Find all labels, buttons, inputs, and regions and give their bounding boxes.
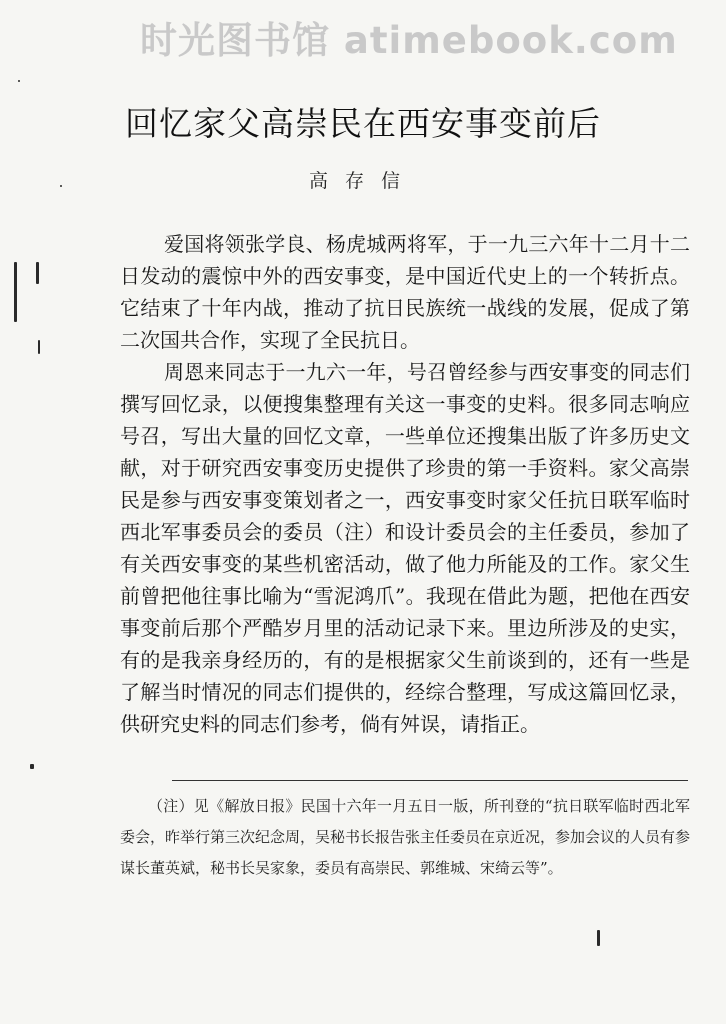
watermark: 时光图书馆 atimebook.com [140,19,678,62]
scan-mark [14,262,17,322]
author-name: 高存信 [308,170,417,192]
paragraph: 爱国将领张学良、杨虎城两将军，于一九三六年十二月十二日发动的震惊中外的西安事变，是中国近代史上的一个转折点。它结束了十年内战，推动了抗日民族统一战线的发展，促成了第二次国共合作，实现了全民抗日。 [120,232,690,352]
paragraph: 周恩来同志于一九六一年，号召曾经参与西安事变的同志们撰写回忆录，以便搜集整理有关这一事变的史料。很多同志响应号召，写出大量的回忆文章，一些单位还搜集出版了许多历史文献，对于研究西安事变历史提供了珍贵的第一手资料。家父高崇民是参与西安事变策划者之一，西安事变时家父任抗日联军临时西北军事委员会的委员（注）和设计委员会的主任委员，参加了有关西安事变的某些机密活动，做了他力所能及的工作。家父生前曾把他往事比喻为“雪泥鸿爪”。我现在借此为题，把他在西安事变前后那个严酷岁月里的活动记录下来。里边所涉及的史实，有的是我亲身经历的，有的是根据家父生前谈到的，还有一些是了解当时情况的同志们提供的，经综合整理，写成这篇回忆录，供研究史料的同志们参考，倘有舛误，请指正。 [120,360,690,736]
footnote-divider [172,780,688,781]
scan-mark [30,764,34,769]
footnote: （注）见《解放日报》民国十六年一月五日一版，所刊登的“抗日联军临时西北军委会，昨举行第三次纪念周，吴秘书长报告张主任委员在京近况，参加会议的人员有参谋长董英斌，秘书长吴家象，委员有高崇民、郭维城、宋绮云等”。 [120,797,691,877]
scan-mark [60,185,62,187]
scan-mark [18,80,20,82]
scan-mark [36,262,39,284]
article-body [120,228,690,740]
scan-mark [597,930,600,946]
article-title: 回忆家父高崇民在西安事变前后 [125,104,601,143]
scan-mark [38,340,40,354]
